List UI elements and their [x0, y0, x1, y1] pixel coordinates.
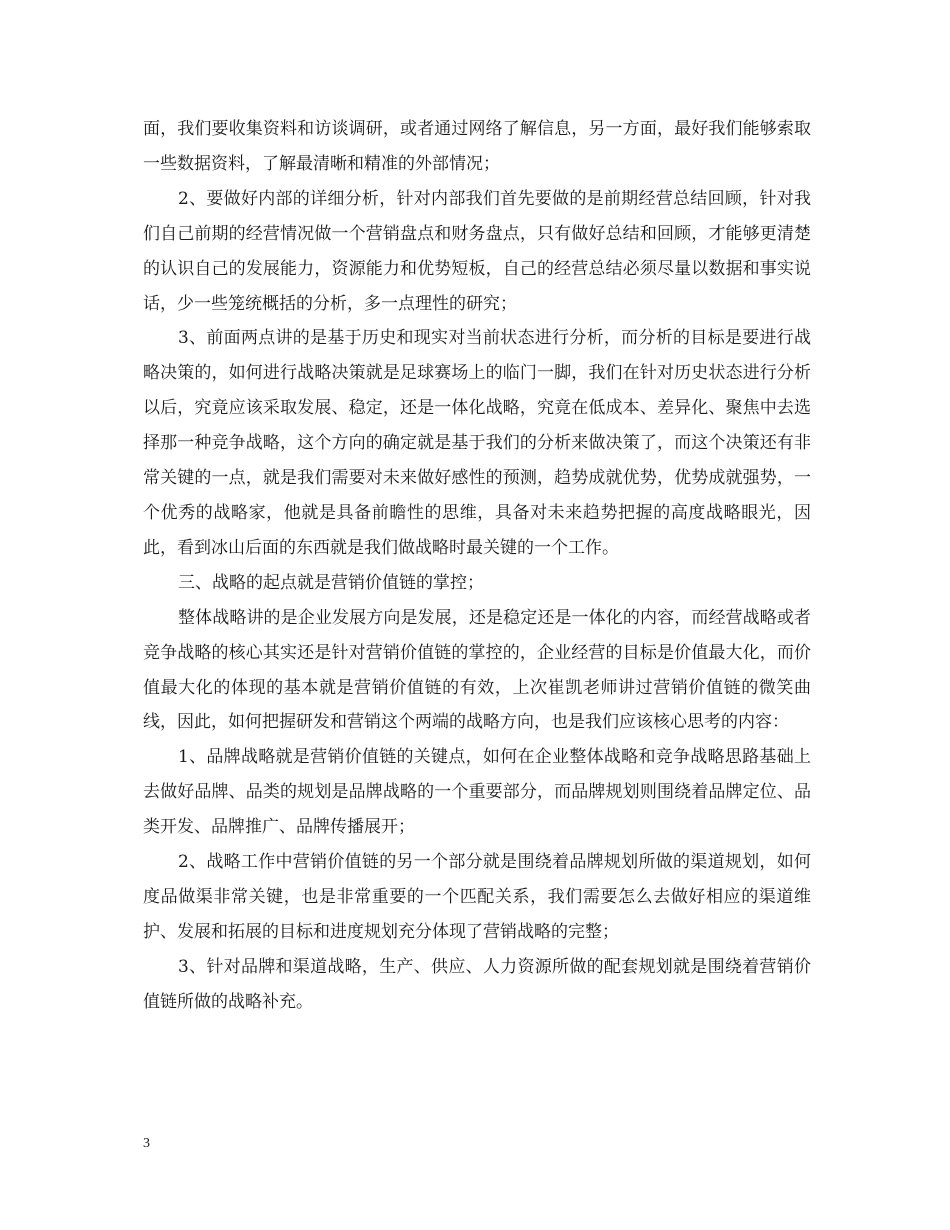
paragraph-6: 1、品牌战略就是营销价值链的关键点，如何在企业整体战略和竞争战略思路基础上去做好品牌、品类的规划是品牌战略的一个重要部分，而品牌规划则围绕着品牌定位、品类开发、品牌推广、品牌传播展开； [143, 747, 811, 838]
paragraph-2: 2、要做好内部的详细分析，针对内部我们首先要做的是前期经营总结回顾，针对我们自己前期的经营情况做一个营销盘点和财务盘点，只有做好总结和回顾，才能够更清楚的认识自己的发展能力，资源能力和优势短板，自己的经营总结必须尽量以数据和事实说话，少一些笼统概括的分析，多一点理性的研究； [143, 188, 811, 314]
paragraph-1: 面，我们要收集资料和访谈调研，或者通过网络了解信息，另一方面，最好我们能够索取一些数据资料，了解最清晰和精准的外部情况； [143, 119, 811, 174]
paragraph-7: 2、战略工作中营销价值链的另一个部分就是围绕着品牌规划所做的渠道规划，如何度品做渠非常关键，也是非常重要的一个匹配关系，我们需要怎么去做好相应的渠道维护、发展和拓展的目标和进度规划充分体现了营销战略的完整； [143, 852, 811, 942]
paragraph-5: 整体战略讲的是企业发展方向是发展，还是稳定还是一体化的内容，而经营战略或者竞争战略的核心其实还是针对营销价值链的掌控的，企业经营的目标是价值最大化，而价值最大化的体现的基本就是营销价值链的有效，上次崔凯老师讲过营销价值链的微笑曲线，因此，如何把握研发和营销这个两端的战略方向，也是我们应该核心思考的内容： [143, 607, 811, 733]
document-body [143, 112, 811, 1020]
paragraph-8: 3、针对品牌和渠道战略，生产、供应、人力资源所做的配套规划就是围绕着营销价值链所做的战略补充。 [143, 956, 811, 1012]
paragraph-3: 3、前面两点讲的是基于历史和现实对当前状态进行分析，而分析的目标是要进行战略决策的，如何进行战略决策就是足球赛场上的临门一脚，我们在针对历史状态进行分析以后，究竟应该采取发展、稳定，还是一体化战略，究竟在低成本、差异化、聚焦中去选择那一种竞争战略，这个方向的确定就是基于我们的分析来做决策了，而这个决策还有非常关键的一点，就是我们需要对未来做好感性的预测，趋势成就优势，优势成就强势，一个优秀的战略家，他就是具备前瞻性的思维，具备对未来趋势把握的高度战略眼光，因此，看到冰山后面的东西就是我们做战略时最关键的一个工作。 [143, 328, 811, 558]
section-heading-3: 三、战略的起点就是营销价值链的掌控； [178, 572, 484, 593]
page-number: 3 [143, 1136, 150, 1151]
